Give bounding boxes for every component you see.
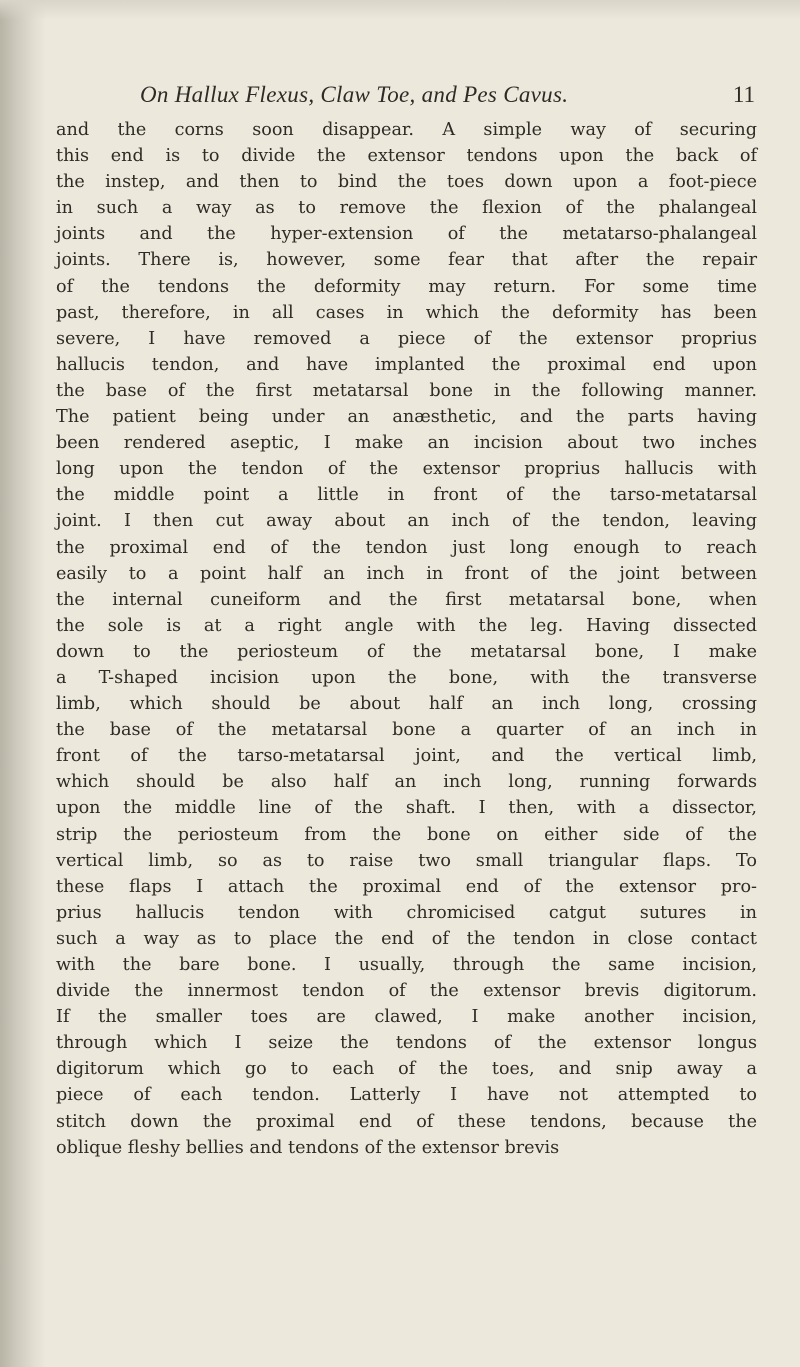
text-line: prius hallucis tendon with chromicised catgut sutures in — [56, 902, 757, 923]
text-line: with the bare bone. I usually, through the same incision, — [56, 955, 757, 975]
text-line: digitorum which go to each of the toes, and snip away a — [56, 1059, 757, 1080]
text-line: a T-shaped incision upon the bone, with the transverse — [56, 667, 757, 688]
running-title: On Hallux Flexus, Claw Toe, and Pes Cavus. — [140, 82, 569, 107]
text-line: in such a way as to remove the flexion of the phalangeal — [56, 198, 757, 219]
text-line: through which I seize the tendons of the extensor longus — [56, 1033, 757, 1054]
text-line: such a way as to place the end of the tendon in close contact — [56, 928, 757, 949]
text-line: stitch down the proximal end of these tendons, because the — [56, 1111, 757, 1132]
text-line: piece of each tendon. Latterly I have not attempted to — [56, 1085, 757, 1106]
text-line: of the tendons the deformity may return. For some time — [56, 276, 757, 297]
text-line: strip the periosteum from the bone on either side of the — [56, 824, 757, 845]
text-line: the internal cuneiform and the first metatarsal bone, when — [56, 589, 757, 610]
text-line: joint. I then cut away about an inch of the tendon, leaving — [56, 511, 757, 532]
text-line: the proximal end of the tendon just long enough to reach — [56, 537, 757, 558]
text-line: limb, which should be about half an inch long, crossing — [56, 694, 757, 715]
text-line: these flaps I attach the proximal end of the extensor pro- — [56, 876, 757, 897]
text-line: and the corns soon disappear. A simple way of securing — [56, 120, 757, 140]
text-line: down to the periosteum of the metatarsal bone, I make — [56, 641, 757, 662]
text-line: joints. There is, however, some fear that after the repair — [56, 250, 757, 271]
text-line: the instep, and then to bind the toes down upon a foot-piece — [56, 172, 757, 193]
text-line: past, therefore, in all cases in which the deformity has been — [56, 302, 757, 323]
text-line: oblique fleshy bellies and tendons of the extensor brevis — [56, 1137, 560, 1158]
text-line: The patient being under an anæsthetic, and the parts having — [56, 407, 757, 428]
top-edge-shadow — [0, 0, 800, 20]
text-line: hallucis tendon, and have implanted the proximal end upon — [56, 354, 757, 375]
body-paragraph — [56, 117, 757, 1161]
text-line: severe, I have removed a piece of the extensor proprius — [56, 328, 757, 349]
text-line: upon the middle line of the shaft. I then, with a dissector, — [56, 798, 757, 819]
page-number: 11 — [732, 82, 755, 107]
text-line: joints and the hyper-extension of the metatarso-phalangeal — [56, 224, 757, 245]
text-line: long upon the tendon of the extensor proprius hallucis with — [56, 459, 757, 480]
text-line: vertical limb, so as to raise two small triangular flaps. To — [56, 850, 757, 871]
text-line: easily to a point half an inch in front of the joint between — [56, 563, 757, 584]
text-line: the base of the first metatarsal bone in the following manner. — [56, 380, 757, 401]
text-line: front of the tarso-metatarsal joint, and the vertical limb, — [56, 746, 757, 767]
text-line: been rendered aseptic, I make an incision about two inches — [56, 433, 757, 454]
gutter-shadow — [0, 0, 46, 1367]
text-line: this end is to divide the extensor tendons upon the back of — [56, 146, 757, 167]
text-line: which should be also half an inch long, running forwards — [56, 772, 757, 793]
text-line: divide the innermost tendon of the extensor brevis digitorum. — [56, 981, 757, 1002]
text-line: the middle point a little in front of the tarso-metatarsal — [56, 485, 757, 506]
text-line: If the smaller toes are clawed, I make another incision, — [56, 1007, 757, 1028]
text-line: the sole is at a right angle with the leg. Having dissected — [56, 615, 757, 636]
text-line: the base of the metatarsal bone a quarter of an inch in — [56, 720, 757, 741]
